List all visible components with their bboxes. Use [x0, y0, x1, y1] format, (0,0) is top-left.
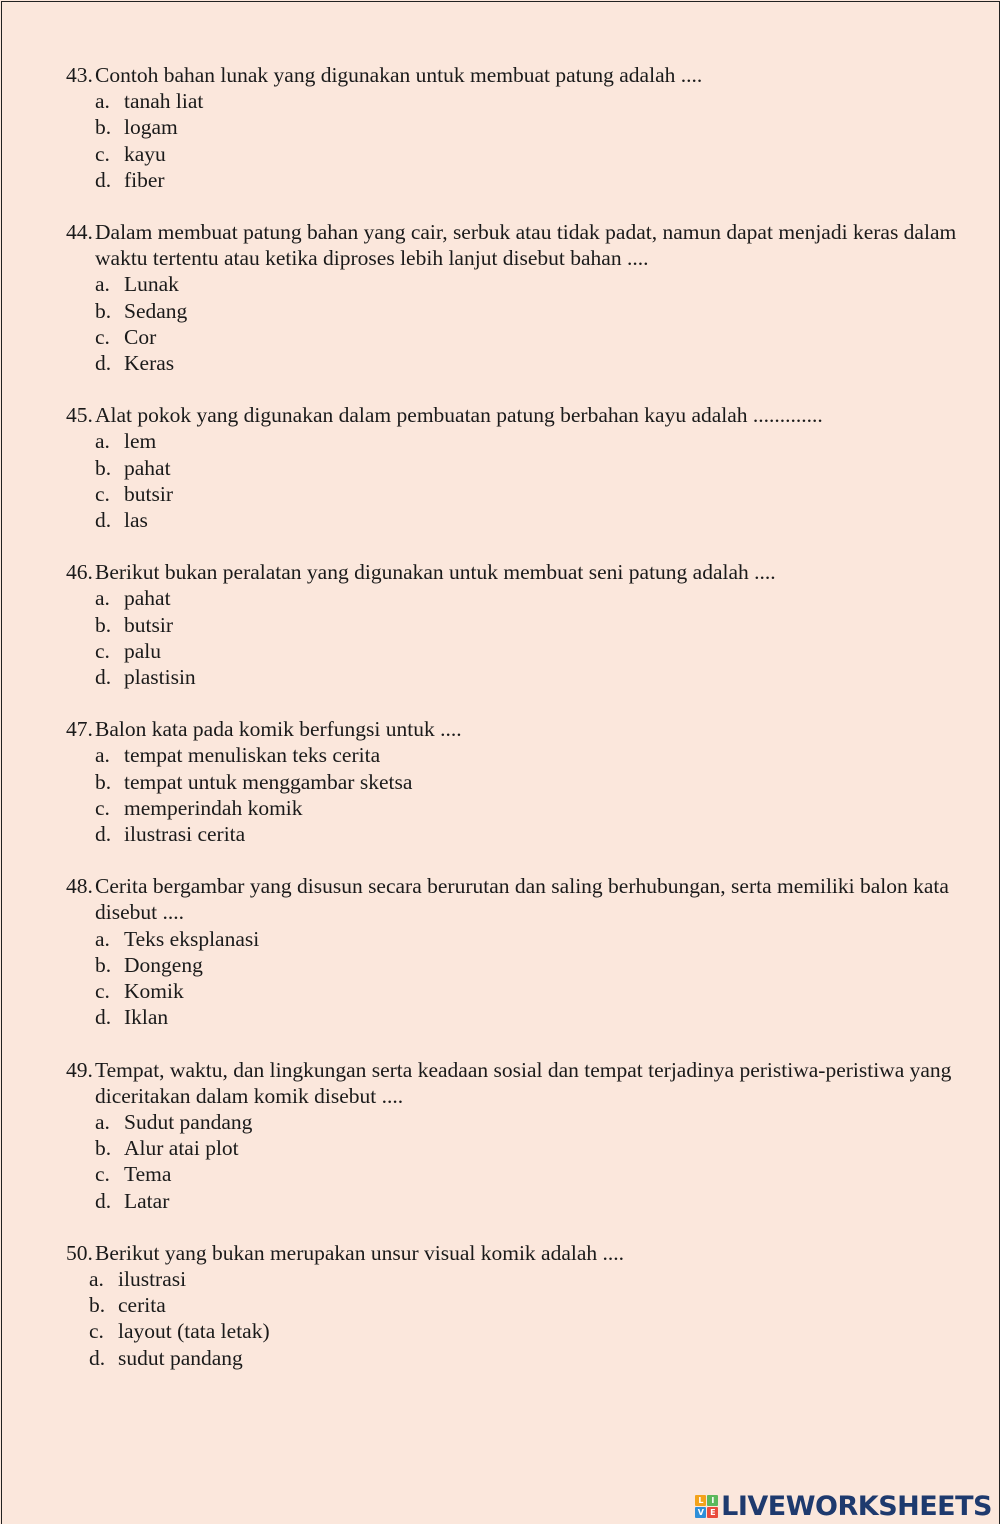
question-stem [0, 716, 1000, 742]
option-d[interactable] [95, 167, 1000, 193]
option-list [0, 88, 1000, 193]
option-a[interactable] [95, 926, 1000, 952]
option-text: Teks eksplanasi [124, 926, 260, 951]
question-text: Berikut yang bukan merupakan unsur visual komik adalah .... [95, 1240, 625, 1265]
question-text: Cerita bergambar yang disusun secara berurutan dan saling berhubungan, serta memiliki balon kata disebut .... [95, 874, 949, 925]
option-list [0, 585, 1000, 690]
option-letter: c. [89, 1319, 104, 1344]
option-letter: b. [95, 769, 112, 794]
option-list [0, 926, 1000, 1031]
option-text: tanah liat [124, 89, 204, 114]
option-d[interactable] [95, 821, 1000, 847]
question-text: Balon kata pada komik berfungsi untuk .... [95, 717, 462, 742]
option-a[interactable] [95, 1109, 1000, 1135]
option-text: memperindah komik [124, 795, 303, 820]
question-stem [0, 62, 1000, 88]
question-stem [0, 219, 1000, 271]
question-45 [0, 402, 1000, 533]
question-number: 43. [66, 63, 93, 87]
option-list [0, 271, 1000, 376]
option-list [0, 428, 1000, 533]
option-letter: a. [95, 1109, 110, 1134]
option-letter: a. [95, 272, 110, 297]
liveworksheets-logo-icon [695, 1495, 718, 1518]
option-letter: d. [89, 1345, 106, 1370]
option-text: Cor [124, 324, 157, 349]
question-number: 46. [66, 560, 93, 585]
question-48 [0, 873, 1000, 1030]
option-letter: d. [95, 167, 112, 192]
option-d[interactable] [95, 507, 1000, 533]
option-a[interactable] [95, 742, 1000, 768]
option-a[interactable] [95, 88, 1000, 114]
option-text: Sudut pandang [124, 1109, 253, 1134]
worksheet [0, 62, 1000, 1397]
liveworksheets-brand [695, 1491, 992, 1522]
question-47 [0, 716, 1000, 847]
question-stem [0, 402, 1000, 428]
option-letter: b. [95, 115, 112, 140]
option-list [0, 1266, 1000, 1371]
option-text: Dongeng [124, 952, 203, 977]
option-letter: a. [95, 89, 110, 114]
option-c[interactable] [95, 978, 1000, 1004]
question-text: Contoh bahan lunak yang digunakan untuk membuat patung adalah .... [95, 63, 703, 87]
option-text: pahat [124, 586, 171, 611]
option-text: Komik [124, 979, 184, 1004]
option-c[interactable] [95, 795, 1000, 821]
option-text: kayu [124, 141, 166, 166]
question-44 [0, 219, 1000, 376]
option-text: butsir [124, 481, 173, 506]
question-number: 50. [66, 1240, 93, 1265]
option-text: palu [124, 638, 162, 663]
option-d[interactable] [95, 664, 1000, 690]
option-b[interactable] [95, 1135, 1000, 1161]
option-letter: b. [95, 298, 112, 323]
question-stem [0, 1057, 1000, 1109]
option-a[interactable] [95, 585, 1000, 611]
logo-tile-e: E [707, 1507, 718, 1518]
option-letter: a. [95, 586, 110, 611]
option-letter: c. [95, 1162, 110, 1187]
option-text: Keras [124, 351, 175, 376]
option-text: butsir [124, 612, 173, 637]
option-text: fiber [124, 167, 165, 192]
option-text: las [124, 508, 148, 533]
option-text: Tema [124, 1162, 172, 1187]
option-letter: b. [95, 1136, 112, 1161]
question-number: 44. [66, 220, 93, 245]
option-letter: c. [95, 638, 110, 663]
option-c[interactable] [95, 638, 1000, 664]
option-b[interactable] [95, 114, 1000, 140]
question-stem [0, 873, 1000, 925]
question-stem [0, 1240, 1000, 1266]
question-50 [0, 1240, 1000, 1371]
question-43 [0, 62, 1000, 193]
option-text: ilustrasi [118, 1266, 187, 1291]
option-text: Latar [124, 1188, 170, 1213]
option-c[interactable] [95, 141, 1000, 167]
option-text: Iklan [124, 1005, 169, 1030]
option-b[interactable] [95, 455, 1000, 481]
question-49 [0, 1057, 1000, 1214]
option-letter: c. [95, 141, 110, 166]
question-text: Tempat, waktu, dan lingkungan serta keadaan sosial dan tempat terjadinya peristiwa-peristiwa yang diceritakan dalam komik disebut .... [95, 1057, 952, 1108]
option-b[interactable] [89, 1292, 1000, 1318]
option-letter: b. [89, 1293, 106, 1318]
option-letter: c. [95, 979, 110, 1004]
option-d[interactable] [95, 1188, 1000, 1214]
question-number: 47. [66, 717, 93, 742]
option-letter: d. [95, 351, 112, 376]
option-text: sudut pandang [118, 1345, 243, 1370]
option-d[interactable] [95, 350, 1000, 376]
option-d[interactable] [95, 1004, 1000, 1030]
option-text: lem [124, 429, 157, 454]
question-number: 45. [66, 403, 93, 428]
option-b[interactable] [95, 298, 1000, 324]
logo-tile-l: L [695, 1495, 706, 1506]
option-a[interactable] [89, 1266, 1000, 1292]
option-list [0, 742, 1000, 847]
option-letter: c. [95, 324, 110, 349]
option-letter: d. [95, 1005, 112, 1030]
option-b[interactable] [95, 952, 1000, 978]
option-letter: d. [95, 665, 112, 690]
question-46 [0, 559, 1000, 690]
option-c[interactable] [95, 481, 1000, 507]
question-text: Dalam membuat patung bahan yang cair, serbuk atau tidak padat, namun dapat menjadi keras dalam waktu tertentu atau ketika diproses lebih lanjut disebut bahan .... [95, 220, 957, 271]
option-text: tempat menuliskan teks cerita [124, 743, 381, 768]
option-a[interactable] [95, 271, 1000, 297]
option-text: logam [124, 115, 178, 140]
option-letter: b. [95, 612, 112, 637]
option-list [0, 1109, 1000, 1214]
option-letter: c. [95, 481, 110, 506]
logo-tile-i: I [707, 1495, 718, 1506]
option-letter: c. [95, 795, 110, 820]
option-letter: d. [95, 508, 112, 533]
option-text: ilustrasi cerita [124, 822, 246, 847]
question-stem [0, 559, 1000, 585]
option-c[interactable] [95, 1161, 1000, 1187]
option-c[interactable] [95, 324, 1000, 350]
option-letter: a. [95, 429, 110, 454]
option-text: Sedang [124, 298, 188, 323]
option-text: Alur atai plot [124, 1136, 239, 1161]
option-letter: d. [95, 822, 112, 847]
option-text: Lunak [124, 272, 179, 297]
option-a[interactable] [95, 428, 1000, 454]
option-d[interactable] [89, 1345, 1000, 1371]
option-letter: a. [95, 926, 110, 951]
option-b[interactable] [95, 612, 1000, 638]
question-number: 49. [66, 1057, 93, 1082]
option-letter: d. [95, 1188, 112, 1213]
option-letter: a. [89, 1266, 104, 1291]
brand-name: LIVEWORKSHEETS [721, 1491, 992, 1522]
option-letter: a. [95, 743, 110, 768]
option-text: tempat untuk menggambar sketsa [124, 769, 413, 794]
question-text: Berikut bukan peralatan yang digunakan untuk membuat seni patung adalah .... [95, 560, 776, 585]
logo-tile-v: V [695, 1507, 706, 1518]
option-letter: b. [95, 952, 112, 977]
question-number: 48. [66, 874, 93, 899]
option-text: cerita [118, 1293, 166, 1318]
option-text: pahat [124, 455, 171, 480]
option-b[interactable] [95, 769, 1000, 795]
question-text: Alat pokok yang digunakan dalam pembuatan patung berbahan kayu adalah ............. [95, 403, 823, 428]
option-text: layout (tata letak) [118, 1319, 270, 1344]
option-text: plastisin [124, 665, 196, 690]
option-c[interactable] [89, 1318, 1000, 1344]
option-letter: b. [95, 455, 112, 480]
